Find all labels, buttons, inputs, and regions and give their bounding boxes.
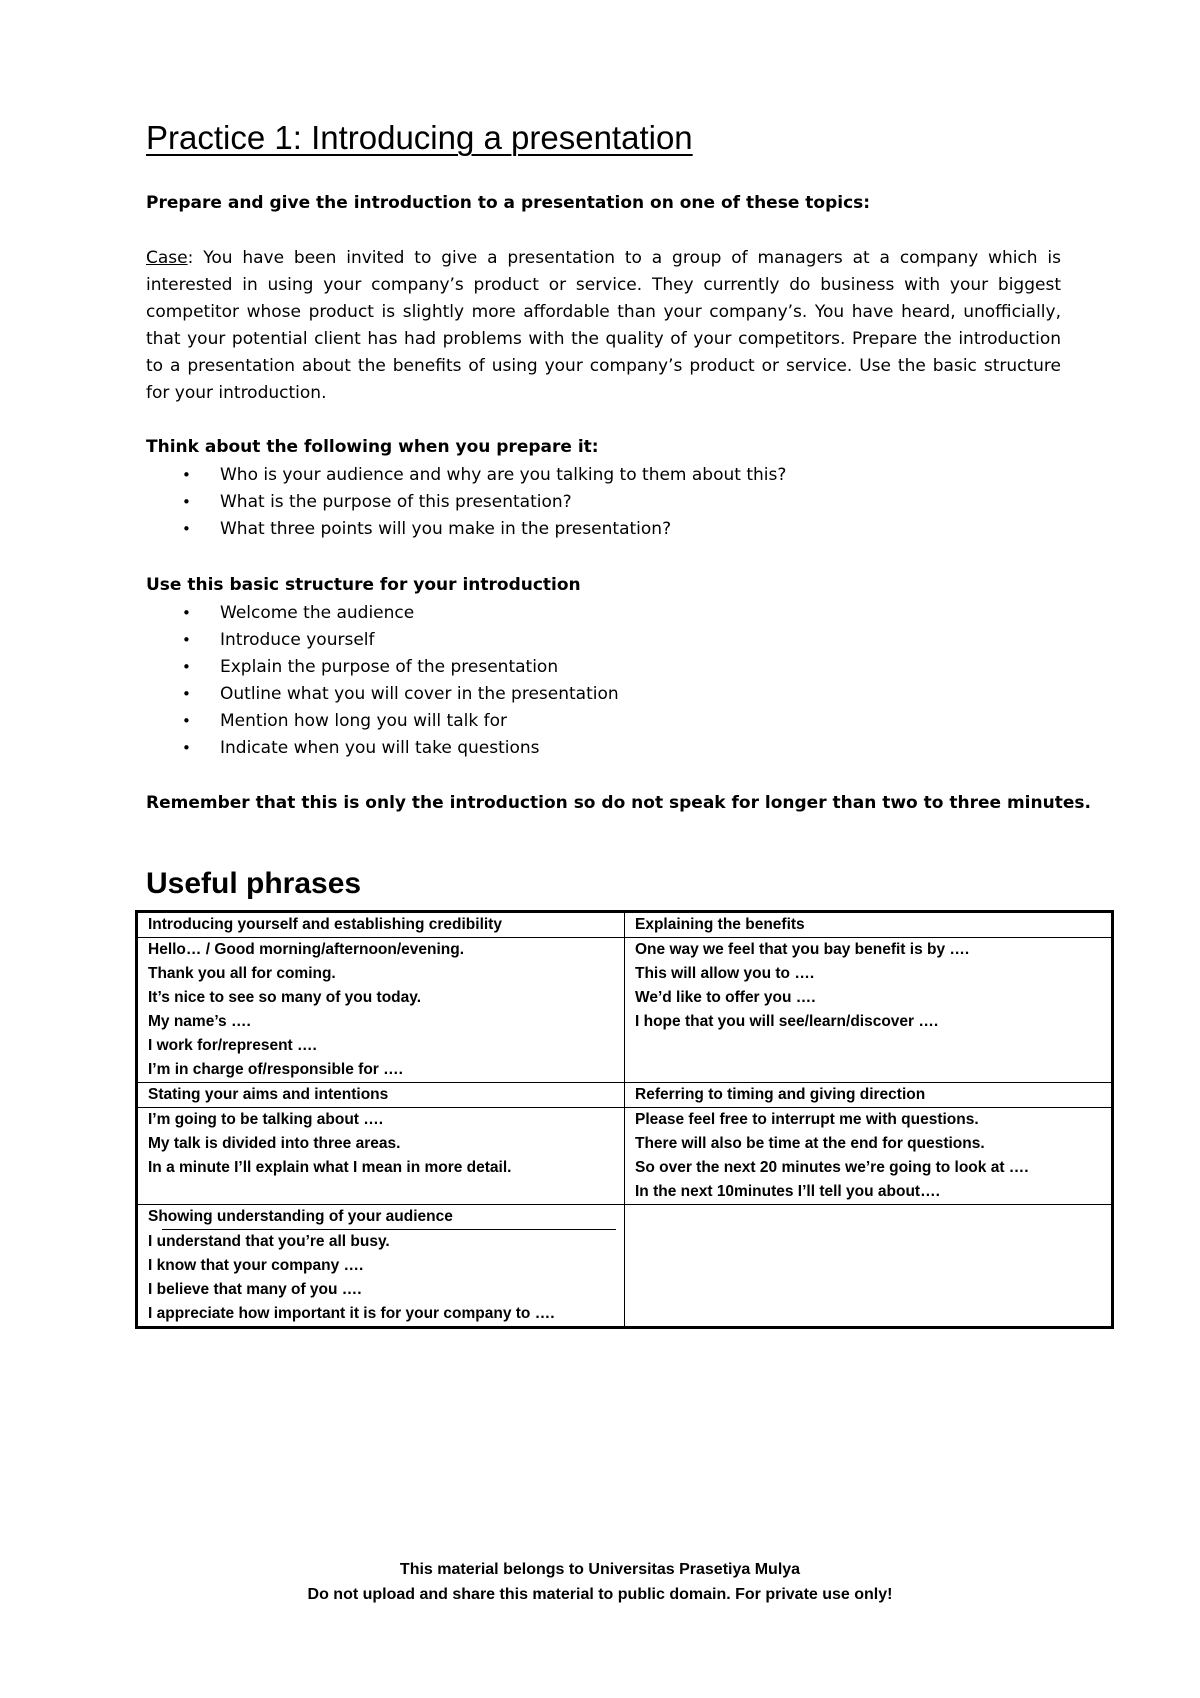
phrase-line: I hope that you will see/learn/discover …. [635,1013,939,1030]
phrase-line: Please feel free to interrupt me with questions. [635,1111,979,1128]
case-text: : You have been invited to give a presentation to a group of managers at a company which is interested in using your company’s product or service. They currently do business with your biggest competitor whose product is slightly more affordable than your company’s. You have heard, unofficially, that your potential client has had problems with the quality of your competitors. Prepare the introduction to a presentation about the benefits of using your company’s product or service. Use the basic structure for your introduction. [146,248,1061,403]
list-item [146,627,619,654]
phrase-line: I’m in charge of/responsible for …. [148,1061,403,1078]
bullet-icon: • [182,520,191,538]
aims-phrases [137,1108,625,1205]
phrase-line: There will also be time at the end for questions. [635,1135,985,1152]
footer-notice: Do not upload and share this material to public domain. For private use only! [307,1586,893,1603]
phrase-line: I believe that many of you …. [148,1281,362,1298]
timing-heading: Referring to timing and giving direction [625,1083,1113,1108]
list-item-text: Who is your audience and why are you talking to them about this? [220,465,787,485]
timing-phrases [625,1108,1113,1205]
table-row [137,1108,1113,1205]
bullet-icon: • [182,604,191,622]
table-row [137,1083,1113,1108]
reminder-note: Remember that this is only the introduction so do not speak for longer than two to three minutes. [146,793,1091,813]
list-item-text: Indicate when you will take questions [220,738,540,758]
list-item-text: Introduce yourself [220,630,375,650]
aims-heading: Stating your aims and intentions [137,1083,625,1108]
structure-heading: Use this basic structure for your introduction [146,575,581,595]
useful-phrases-title: Useful phrases [146,867,362,900]
think-list [146,462,786,543]
case-label: Case [146,248,188,268]
phrase-line: One way we feel that you bay benefit is by …. [635,941,970,958]
introducing-heading: Introducing yourself and establishing credibility [137,912,625,938]
phrase-line: I appreciate how important it is for your company to …. [148,1305,555,1322]
list-item [146,735,619,762]
bullet-icon: • [182,493,191,511]
phrase-line: We’d like to offer you …. [635,989,816,1006]
phrase-line: My name’s …. [148,1013,251,1030]
footer-ownership: This material belongs to Universitas Prasetiya Mulya [399,1561,801,1578]
introducing-phrases [137,938,625,1083]
empty-cell [625,1205,1113,1328]
topic-prompt: Prepare and give the introduction to a presentation on one of these topics: [146,193,871,213]
phrase-line: It’s nice to see so many of you today. [148,989,422,1006]
bullet-icon: • [182,658,191,676]
list-item-text: Mention how long you will talk for [220,711,507,731]
benefits-phrases [625,938,1113,1083]
list-item [146,462,786,489]
list-item-text: What three points will you make in the presentation? [220,519,672,539]
list-item [146,681,619,708]
phrase-line: In a minute I’ll explain what I mean in more detail. [148,1159,512,1176]
table-row [137,912,1113,938]
understanding-phrases [137,1205,625,1328]
case-paragraph [146,245,1061,407]
table-row [137,938,1113,1083]
benefits-heading: Explaining the benefits [625,912,1113,938]
list-item [146,516,786,543]
phrase-line: In the next 10minutes I’ll tell you about…. [635,1183,940,1200]
structure-list [146,600,619,762]
think-heading: Think about the following when you prepare it: [146,437,599,457]
phrase-line: This will allow you to …. [635,965,815,982]
phrase-line: I understand that you’re all busy. [148,1233,390,1250]
list-item-text: What is the purpose of this presentation? [220,492,572,512]
list-item [146,600,619,627]
understanding-heading: Showing understanding of your audience [148,1208,453,1225]
list-item-text: Explain the purpose of the presentation [220,657,559,677]
list-item [146,708,619,735]
phrase-line: So over the next 20 minutes we’re going to look at …. [635,1159,1029,1176]
page-title: Practice 1: Introducing a presentation [146,119,693,156]
table-row [137,1205,1113,1328]
phrase-line: My talk is divided into three areas. [148,1135,401,1152]
bullet-icon: • [182,712,191,730]
bullet-icon: • [182,466,191,484]
phrase-line: I know that your company …. [148,1257,364,1274]
list-item-text: Welcome the audience [220,603,415,623]
phrase-line: Thank you all for coming. [148,965,336,982]
bullet-icon: • [182,685,191,703]
list-item-text: Outline what you will cover in the presentation [220,684,619,704]
phrase-line: I’m going to be talking about …. [148,1111,384,1128]
list-item [146,654,619,681]
list-item [146,489,786,516]
bullet-icon: • [182,739,191,757]
phrase-line: I work for/represent …. [148,1037,317,1054]
bullet-icon: • [182,631,191,649]
useful-phrases-table [135,910,1114,1329]
phrase-line: Hello… / Good morning/afternoon/evening. [148,941,465,958]
